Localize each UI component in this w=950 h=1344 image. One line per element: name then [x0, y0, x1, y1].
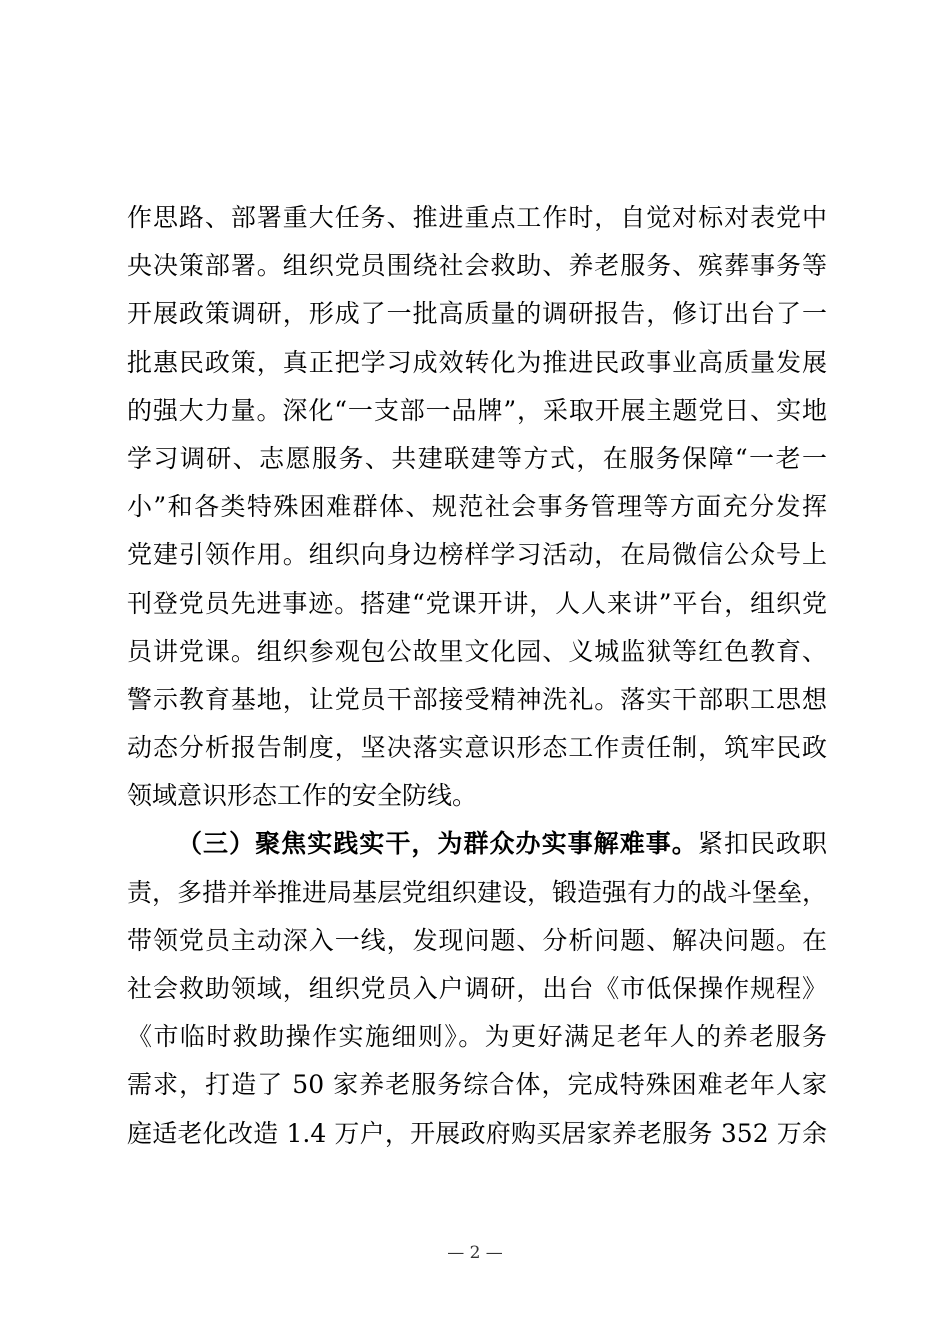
- paragraph-line-8: 党建引领作用。组织向身边榜样学习活动，在局微信公众号上: [127, 540, 827, 570]
- paragraph-line-9: 刊登党员先进事迹。搭建“党课开讲，人人来讲”平台，组织党: [127, 588, 827, 618]
- paragraph-line-11: 警示教育基地，让党员干部接受精神洗礼。落实干部职工思想: [127, 684, 827, 714]
- paragraph-line-10: 员讲党课。组织参观包公故里文化园、义城监狱等红色教育、: [127, 636, 827, 666]
- section-line-4: 社会救助领域，组织党员入户调研，出台《市低保操作规程》: [127, 974, 827, 1003]
- paragraph-line-2: 央决策部署。组织党员围绕社会救助、养老服务、殡葬事务等: [127, 251, 827, 281]
- section-line-5: 《市临时救助操作实施细则》。为更好满足老年人的养老服务: [127, 1022, 827, 1052]
- paragraph-line-13: 领域意识形态工作的安全防线。: [127, 781, 478, 811]
- paragraph-line-4: 批惠民政策，真正把学习成效转化为推进民政事业高质量发展: [127, 347, 827, 377]
- paragraph-line-6: 学习调研、志愿服务、共建联建等方式，在服务保障“一老一: [127, 443, 827, 473]
- paragraph-line-3: 开展政策调研，形成了一批高质量的调研报告，修订出台了一: [127, 299, 827, 329]
- paragraph-line-1: 作思路、部署重大任务、推进重点工作时，自觉对标对表党中: [127, 203, 827, 232]
- section-first-line-rest: 紧扣民政职: [697, 829, 827, 859]
- section-line-6: 需求，打造了 50 家养老服务综合体，完成特殊困难老年人家: [127, 1070, 827, 1100]
- section-heading: （三）聚焦实践实干，为群众办实事解难事。: [177, 829, 698, 859]
- section-line-7: 庭适老化改造 1.4 万户，开展政府购买居家养老服务 352 万余: [127, 1118, 827, 1148]
- paragraph-line-5: 的强大力量。深化“一支部一品牌”，采取开展主题党日、实地: [127, 395, 827, 425]
- section-line-3: 带领党员主动深入一线，发现问题、分析问题、解决问题。在: [127, 925, 827, 955]
- document-body: [127, 194, 827, 1158]
- section-heading-line: [127, 820, 827, 868]
- paragraph-line-7: 小”和各类特殊困难群体、规范社会事务管理等方面充分发挥: [127, 492, 827, 522]
- paragraph-line-12: 动态分析报告制度，坚决落实意识形态工作责任制，筑牢民政: [127, 733, 827, 763]
- page-number: — 2 —: [447, 1243, 503, 1263]
- section-line-2: 责，多措并举推进局基层党组织建设，锻造强有力的战斗堡垒，: [127, 877, 828, 907]
